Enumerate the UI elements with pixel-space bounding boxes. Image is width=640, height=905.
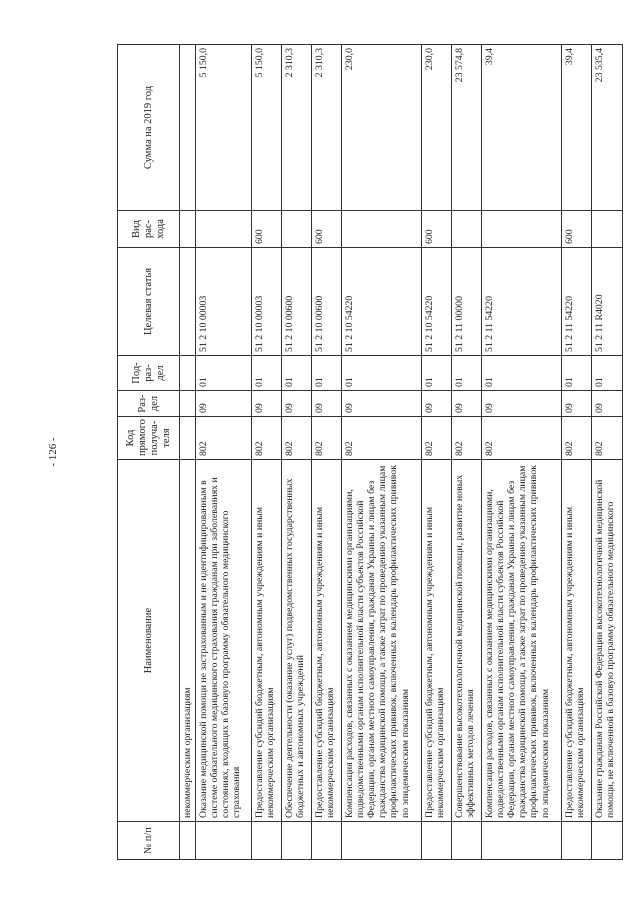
cell-target: 51 2 10 00600 — [312, 248, 342, 356]
cell-razdel: 09 — [252, 391, 282, 417]
cell-vid: 600 — [312, 211, 342, 248]
cell-vid: 600 — [422, 211, 452, 248]
cell-target: 51 2 11 54220 — [562, 248, 592, 356]
cell-razdel: 09 — [196, 391, 252, 417]
cell-name: Оказание гражданам Российской Федерации высокотехнологичной медицинской помощи, не включенной в базовую программу обязательного медицинского — [592, 460, 623, 822]
cell-podrazdel: 01 — [252, 356, 282, 391]
cell-sum: 39,4 — [482, 45, 562, 211]
cell-podrazdel: 01 — [342, 356, 422, 391]
cell-name: некоммерческим организациям — [180, 460, 196, 822]
cell-podrazdel: 01 — [196, 356, 252, 391]
cell-number — [180, 822, 196, 860]
cell-sum: 23 574,8 — [452, 45, 482, 211]
cell-vid — [452, 211, 482, 248]
cell-podrazdel: 01 — [452, 356, 482, 391]
cell-sum: 23 535,4 — [592, 45, 623, 211]
cell-sum: 2 310,3 — [282, 45, 312, 211]
cell-razdel: 09 — [312, 391, 342, 417]
cell-name: Оказание медицинской помощи не застрахованным и не идентифицированным в системе обязательного медицинского страхования гражданам при заболеваниях и состояниях, входящих в базовую программу обязательного медицинского страхования — [196, 460, 252, 822]
cell-code: 802 — [342, 417, 422, 460]
table-row — [422, 45, 452, 860]
cell-number — [312, 822, 342, 860]
cell-podrazdel: 01 — [282, 356, 312, 391]
column-header-name: Наименование — [118, 460, 180, 822]
cell-code: 802 — [422, 417, 452, 460]
cell-target: 51 2 10 54220 — [342, 248, 422, 356]
cell-vid: 600 — [252, 211, 282, 248]
table-row — [312, 45, 342, 860]
column-header-code: Код прямого получа-теля — [118, 417, 180, 460]
cell-code: 802 — [312, 417, 342, 460]
cell-sum: 2 310,3 — [312, 45, 342, 211]
cell-number — [562, 822, 592, 860]
cell-code: 802 — [282, 417, 312, 460]
cell-code: 802 — [252, 417, 282, 460]
page-number: - 126 - — [47, 437, 59, 467]
cell-razdel: 09 — [452, 391, 482, 417]
budget-table-page — [117, 45, 617, 860]
cell-podrazdel — [180, 356, 196, 391]
cell-target: 51 2 11 R4020 — [592, 248, 623, 356]
cell-razdel: 09 — [342, 391, 422, 417]
table-row — [282, 45, 312, 860]
cell-podrazdel: 01 — [422, 356, 452, 391]
table-header-row — [118, 45, 180, 860]
table-row — [180, 45, 196, 860]
cell-number — [282, 822, 312, 860]
table-row — [252, 45, 282, 860]
cell-vid — [180, 211, 196, 248]
cell-code: 802 — [562, 417, 592, 460]
cell-sum: 5 150,0 — [196, 45, 252, 211]
cell-sum — [180, 45, 196, 211]
column-header-target: Целевая статья — [118, 248, 180, 356]
cell-number — [342, 822, 422, 860]
cell-code: 802 — [452, 417, 482, 460]
table-row — [196, 45, 252, 860]
cell-podrazdel: 01 — [312, 356, 342, 391]
cell-razdel: 09 — [592, 391, 623, 417]
budget-table — [117, 44, 623, 860]
cell-razdel: 09 — [422, 391, 452, 417]
cell-target: 51 2 11 54220 — [482, 248, 562, 356]
cell-name: Компенсация расходов, связанных с оказанием медицинскими организациями, подведомственными органам исполнительной власти субъектов Российской Федерации, органам местного самоуправления, гражданам Украины и лицам без гражданства медицинской помощи, а также затрат по проведению указанным лицам профилактических прививок, включенных в календарь профилактических прививок по эпидемическим показаниям — [342, 460, 422, 822]
cell-sum: 230,0 — [342, 45, 422, 211]
cell-number — [422, 822, 452, 860]
cell-name: Предоставление субсидий бюджетным, автономным учреждениям и иным некоммерческим организациям — [312, 460, 342, 822]
cell-razdel — [180, 391, 196, 417]
table-row — [452, 45, 482, 860]
cell-code: 802 — [196, 417, 252, 460]
cell-podrazdel: 01 — [482, 356, 562, 391]
column-header-sum: Сумма на 2019 год — [118, 45, 180, 211]
cell-name: Обеспечение деятельности (оказание услуг) подведомственных государственных бюджетных и автономных учреждений — [282, 460, 312, 822]
cell-name: Совершенствование высокотехнологичной медицинской помощи, развитие новых эффективных методов лечения — [452, 460, 482, 822]
cell-target: 51 2 11 00000 — [452, 248, 482, 356]
cell-name: Предоставление субсидий бюджетным, автономным учреждениям и иным некоммерческим организациям — [252, 460, 282, 822]
cell-target: 51 2 10 00003 — [196, 248, 252, 356]
cell-podrazdel: 01 — [592, 356, 623, 391]
cell-razdel: 09 — [562, 391, 592, 417]
cell-vid — [282, 211, 312, 248]
column-header-podrazdel: Под-раз-дел — [118, 356, 180, 391]
cell-target: 51 2 10 54220 — [422, 248, 452, 356]
cell-razdel: 09 — [282, 391, 312, 417]
cell-name: Компенсация расходов, связанных с оказанием медицинскими организациями, подведомственными органам исполнительной власти субъектов Российской Федерации, органам местного самоуправления, гражданам Украины и лицам без гражданства медицинской помощи, а также затрат по проведению указанным лицам профилактических прививок, включенных в календарь профилактических прививок по эпидемическим показаниям — [482, 460, 562, 822]
cell-code: 802 — [592, 417, 623, 460]
cell-vid: 600 — [562, 211, 592, 248]
table-row — [592, 45, 623, 860]
cell-number — [482, 822, 562, 860]
cell-number — [252, 822, 282, 860]
cell-vid — [196, 211, 252, 248]
cell-target: 51 2 10 00600 — [282, 248, 312, 356]
cell-sum: 39,4 — [562, 45, 592, 211]
cell-podrazdel: 01 — [562, 356, 592, 391]
cell-vid — [342, 211, 422, 248]
column-header-number: № п/п — [118, 822, 180, 860]
table-row — [342, 45, 422, 860]
cell-target — [180, 248, 196, 356]
cell-sum: 5 150,0 — [252, 45, 282, 211]
cell-name: Предоставление субсидий бюджетным, автономным учреждениям и иным некоммерческим организациям — [422, 460, 452, 822]
cell-number — [452, 822, 482, 860]
table-row — [562, 45, 592, 860]
column-header-vid: Вид рас-хода — [118, 211, 180, 248]
cell-vid — [482, 211, 562, 248]
cell-vid — [592, 211, 623, 248]
cell-sum: 230,0 — [422, 45, 452, 211]
cell-target: 51 2 10 00003 — [252, 248, 282, 356]
cell-number — [592, 822, 623, 860]
cell-code: 802 — [482, 417, 562, 460]
column-header-razdel: Раз-дел — [118, 391, 180, 417]
cell-code — [180, 417, 196, 460]
cell-name: Предоставление субсидий бюджетным, автономным учреждениям и иным некоммерческим организациям — [562, 460, 592, 822]
cell-number — [196, 822, 252, 860]
table-row — [482, 45, 562, 860]
cell-razdel: 09 — [482, 391, 562, 417]
